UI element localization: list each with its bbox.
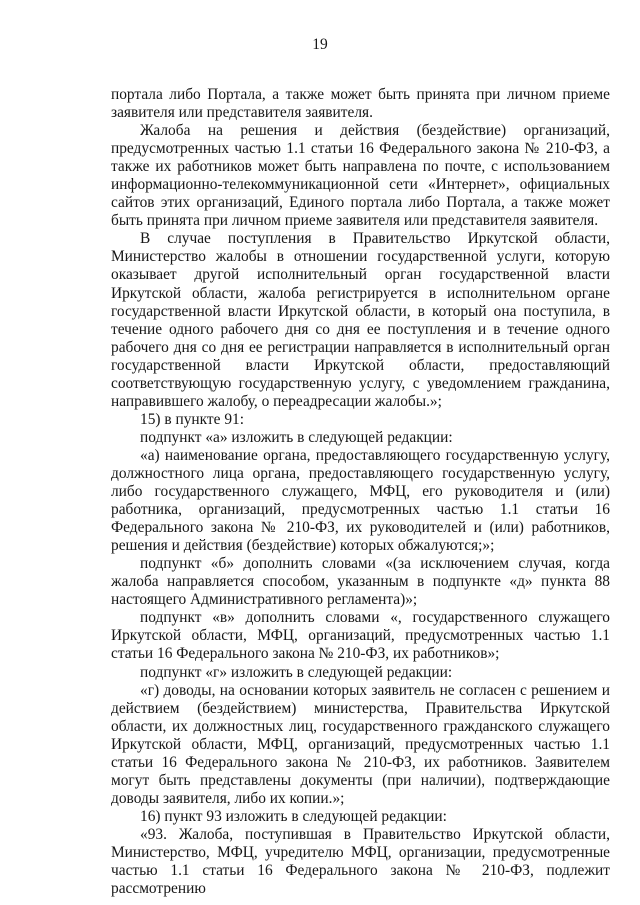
page-number: 19 bbox=[312, 36, 328, 53]
paragraph-6: «а) наименование органа, предоставляющего государственную услугу, должностного лица органа, предоставляющего государственную услугу, либо государственного служащего, МФЦ, его руководителя и (или) работника, организаций, предусмотренных частью 1.1 статьи 16 Федерального закона № 210-ФЗ, их руководителей и (или) работников, решения и действия (бездействие) которых обжалуются;»; bbox=[111, 446, 610, 555]
paragraph-3: В случае поступления в Правительство Иркутской области, Министерство жалобы в отношении государственной услуги, которую оказывает другой исполнительный орган государственной власти Иркутской области, жалоба регистрируется в исполнительном органе государственной власти Иркутской области, в который она поступила, в течение одного рабочего дня со дня ее поступления и в течение одного рабочего дня со дня ее регистрации направляется в исполнительный орган государственной власти Иркутской области, предоставляющий соответствующую государственную услугу, с уведомлением гражданина, направившего жалобу, о переадресации жалобы.»; bbox=[111, 230, 610, 410]
paragraph-12: «93. Жалоба, поступившая в Правительство Иркутской области, Министерство, МФЦ, учредителю МФЦ, организации, предусмотренные частью 1.1 статьи 16 Федерального закона № 210-ФЗ, подлежит рассмотрению bbox=[111, 825, 610, 898]
document-body bbox=[111, 86, 610, 898]
paragraph-2: Жалоба на решения и действия (бездействие) организаций, предусмотренных частью 1.1 статьи 16 Федерального закона № 210-ФЗ, а также их работников может быть направлена по почте, с использованием информационно-телекоммуникационной сети «Интернет», официальных сайтов этих организаций, Единого портала либо Портала, а также может быть принята при личном приеме заявителя или представителя заявителя. bbox=[111, 122, 610, 230]
paragraph-11: 16) пункт 93 изложить в следующей редакции: bbox=[140, 807, 447, 825]
paragraph-4: 15) в пункте 91: bbox=[140, 410, 244, 428]
paragraph-10: «г) доводы, на основании которых заявитель не согласен с решением и действием (бездействием) министерства, Правительства Иркутской области, их должностных лиц, государственного гражданского служащего Иркутской области, МФЦ, организаций, предусмотренных частью 1.1 статьи 16 Федерального закона № 210-ФЗ, их работников. Заявителем могут быть представлены документы (при наличии), подтверждающие доводы заявителя, либо их копии.»; bbox=[111, 681, 610, 807]
paragraph-7: подпункт «б» дополнить словами «(за исключением случая, когда жалоба направляется способом, указанным в подпункте «д» пункта 88 настоящего Административного регламента)»; bbox=[111, 555, 610, 609]
paragraph-9: подпункт «г» изложить в следующей редакции: bbox=[140, 663, 453, 681]
paragraph-1: портала либо Портала, а также может быть принята при личном приеме заявителя или представителя заявителя. bbox=[111, 86, 610, 122]
paragraph-8: подпункт «в» дополнить словами «, государственного служащего Иркутской области, МФЦ, организаций, предусмотренных частью 1.1 статьи 16 Федерального закона № 210-ФЗ, их работников»; bbox=[111, 609, 610, 663]
paragraph-5: подпункт «а» изложить в следующей редакции: bbox=[140, 428, 453, 446]
